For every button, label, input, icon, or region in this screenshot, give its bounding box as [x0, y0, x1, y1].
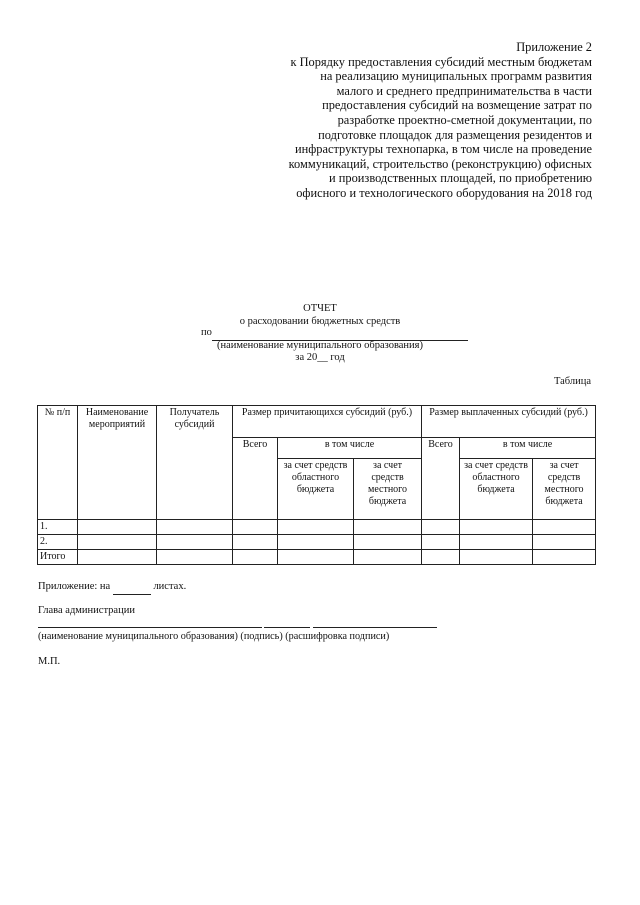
table-row: [38, 520, 596, 535]
signature-captions: (наименование муниципального образования) (подпись) (расшифровка подписи): [38, 631, 390, 642]
table-cell: [354, 550, 422, 565]
appendix-line: и производственных площадей, по приобретению: [329, 171, 592, 186]
table-cell: [278, 535, 354, 550]
table-cell: [354, 535, 422, 550]
signature-line: [264, 627, 310, 628]
municipality-caption: (наименование муниципального образования): [216, 340, 424, 351]
table-cell: [278, 550, 354, 565]
table-cell: [233, 535, 278, 550]
stamp-label: М.П.: [38, 656, 61, 667]
header-recipient: Получатель субсидий: [157, 406, 233, 520]
table-cell: [157, 535, 233, 550]
appendix-line: малого и среднего предпринимательства в части: [336, 83, 592, 98]
table-cell: [533, 550, 596, 565]
municipality-line: [201, 327, 468, 341]
header-paid-total: Всего: [422, 438, 460, 520]
header-due-total: Всего: [233, 438, 278, 520]
table-cell: [78, 520, 157, 535]
appendix-line: коммуникаций, строительство (реконструкцию) офисных: [288, 156, 592, 171]
appendix-line: к Порядку предоставления субсидий местным бюджетам: [290, 54, 592, 69]
header-paid-local: за счет средств местного бюджета: [533, 459, 596, 520]
appendix-line: подготовке площадок для размещения резидентов и: [318, 127, 592, 142]
appendix-line: предоставления субсидий на возмещение затрат по: [322, 98, 592, 113]
row-label: Итого: [38, 550, 78, 565]
header-due-regional: за счет средств областного бюджета: [278, 459, 354, 520]
table-row: [38, 550, 596, 565]
header-paid-regional: за счет средств областного бюджета: [460, 459, 533, 520]
municipality-signature-line: [38, 627, 262, 628]
row-label: 1.: [38, 520, 78, 535]
attachment-suffix: листах.: [153, 581, 187, 592]
table-cell: [157, 520, 233, 535]
table-cell: [354, 520, 422, 535]
attachment-blank: [113, 581, 151, 595]
table-label: Таблица: [553, 376, 591, 387]
table-cell: [78, 550, 157, 565]
table-cell: [533, 520, 596, 535]
appendix-line: офисного и технологического оборудования на 2018 год: [296, 185, 592, 200]
year-line: за 20__ год: [295, 352, 345, 363]
header-event: Наименование мероприятий: [78, 406, 157, 520]
table-cell: [233, 520, 278, 535]
report-table: [37, 405, 596, 565]
table-cell: [78, 535, 157, 550]
appendix-header: [252, 40, 592, 201]
table-cell: [422, 535, 460, 550]
table-cell: [157, 550, 233, 565]
header-due-local: за счет средств местного бюджета: [354, 459, 422, 520]
header-num: № п/п: [38, 406, 78, 520]
appendix-line: на реализацию муниципальных программ развития: [320, 69, 592, 84]
table-cell: [460, 535, 533, 550]
municipality-blank: [212, 327, 468, 341]
table-row: [38, 535, 596, 550]
appendix-line: Приложение 2: [516, 40, 592, 54]
attachment-line: [38, 581, 186, 595]
table-cell: [533, 535, 596, 550]
header-paid: Размер выплаченных субсидий (руб.): [422, 406, 596, 438]
attachment-prefix: Приложение: на: [38, 581, 111, 592]
by-prefix: по: [201, 327, 212, 338]
report-title: ОТЧЕТ: [303, 303, 337, 314]
table-cell: [278, 520, 354, 535]
row-label: 2.: [38, 535, 78, 550]
report-subtitle: о расходовании бюджетных средств: [239, 316, 401, 327]
signature-decode-line: [313, 627, 437, 628]
header-due-including: в том числе: [278, 438, 422, 459]
table-cell: [422, 550, 460, 565]
appendix-line: инфраструктуры технопарка, в том числе на проведение: [295, 142, 592, 157]
header-paid-including: в том числе: [460, 438, 596, 459]
table-cell: [460, 520, 533, 535]
table-cell: [460, 550, 533, 565]
head-label: Глава администрации: [38, 605, 135, 616]
appendix-line: разработке проектно-сметной документации, по: [337, 112, 592, 127]
table-cell: [233, 550, 278, 565]
table-cell: [422, 520, 460, 535]
header-due: Размер причитающихся субсидий (руб.): [233, 406, 422, 438]
